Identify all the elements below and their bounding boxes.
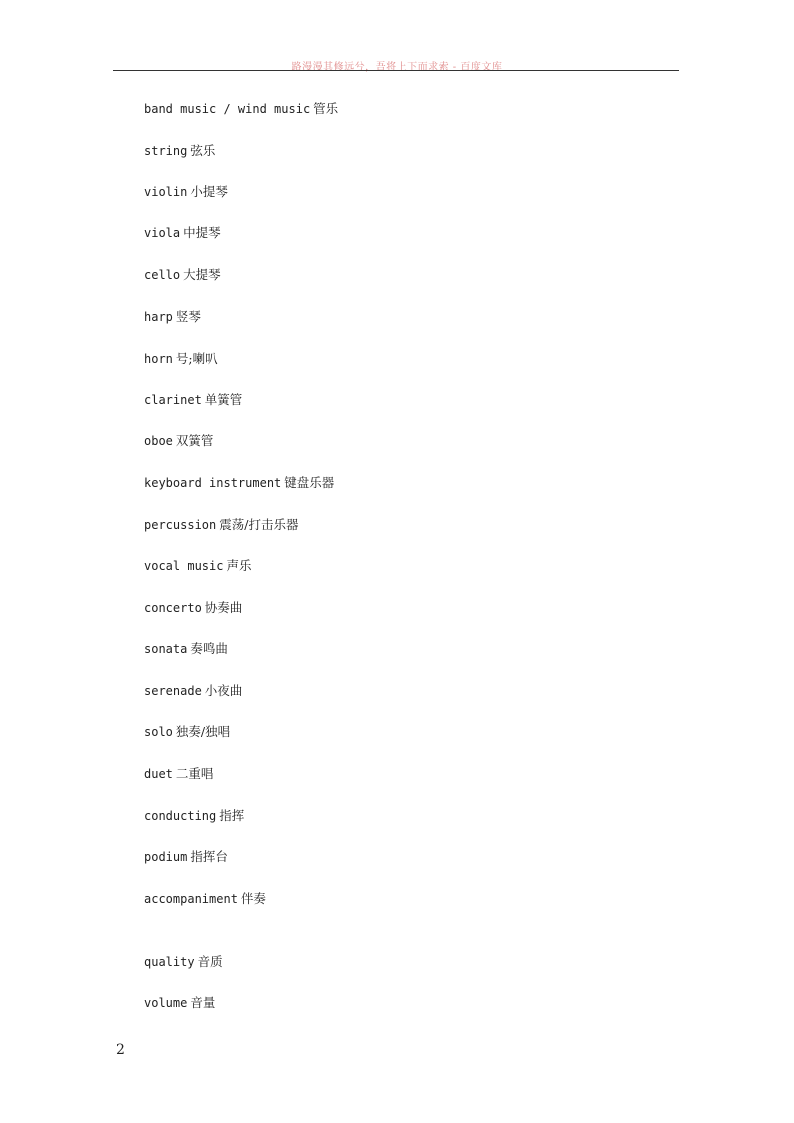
- page-number: 2: [116, 1042, 125, 1058]
- chinese-term: 竖琴: [175, 309, 201, 324]
- vocabulary-entry: [144, 556, 252, 574]
- vocabulary-entry: [144, 889, 266, 907]
- english-term: cello: [144, 268, 181, 282]
- chinese-term: 音量: [190, 995, 216, 1010]
- english-term: violin: [144, 185, 188, 199]
- english-term: string: [144, 144, 188, 158]
- vocabulary-entry: [144, 598, 242, 616]
- chinese-term: 弦乐: [190, 143, 216, 158]
- chinese-term: 小提琴: [190, 184, 228, 199]
- english-term: volume: [144, 996, 188, 1010]
- chinese-term: 中提琴: [183, 225, 221, 240]
- english-term: harp: [144, 310, 173, 324]
- english-term: serenade: [144, 684, 202, 698]
- chinese-term: 指挥: [219, 808, 245, 823]
- vocabulary-entry: [144, 223, 221, 241]
- vocabulary-entry: [144, 764, 213, 782]
- english-term: duet: [144, 767, 173, 781]
- english-term: sonata: [144, 642, 188, 656]
- chinese-term: 独奏/独唱: [175, 724, 231, 739]
- vocabulary-entry: [144, 993, 215, 1011]
- chinese-term: 音质: [197, 954, 223, 969]
- vocabulary-entry: [144, 473, 334, 491]
- english-term: viola: [144, 226, 181, 240]
- chinese-term: 小夜曲: [204, 683, 243, 698]
- page-header: 路漫漫其修远兮，吾将上下而求索 - 百度文库: [291, 62, 503, 73]
- vocabulary-entry: [144, 722, 230, 740]
- vocabulary-entry: [144, 639, 228, 657]
- vocabulary-entry: [144, 307, 201, 325]
- english-term: solo: [144, 725, 173, 739]
- chinese-term: 键盘乐器: [284, 475, 335, 490]
- chinese-term: 指挥台: [190, 849, 228, 864]
- english-term: quality: [144, 955, 195, 969]
- vocabulary-entry: [144, 265, 221, 283]
- chinese-term: 声乐: [226, 558, 252, 573]
- chinese-term: 震荡/打击乐器: [219, 517, 299, 532]
- english-term: vocal music: [144, 559, 224, 573]
- vocabulary-entry: [144, 390, 242, 408]
- vocabulary-entry: [144, 431, 213, 449]
- vocabulary-entry: [144, 952, 223, 970]
- english-term: oboe: [144, 434, 173, 448]
- chinese-term: 号;喇叭: [175, 351, 218, 366]
- header-divider: [113, 70, 679, 71]
- chinese-term: 大提琴: [183, 267, 221, 282]
- english-term: accompaniment: [144, 892, 238, 906]
- vocabulary-entry: [144, 681, 242, 699]
- english-term: band music / wind music: [144, 102, 311, 116]
- english-term: clarinet: [144, 393, 202, 407]
- vocabulary-entry: [144, 182, 228, 200]
- chinese-term: 协奏曲: [204, 600, 243, 615]
- english-term: horn: [144, 352, 173, 366]
- vocabulary-entry: [144, 515, 298, 533]
- chinese-term: 二重唱: [175, 766, 214, 781]
- english-term: conducting: [144, 809, 217, 823]
- english-term: podium: [144, 850, 188, 864]
- english-term: percussion: [144, 518, 217, 532]
- vocabulary-entry: [144, 99, 338, 117]
- chinese-term: 伴奏: [240, 891, 266, 906]
- vocabulary-entry: [144, 806, 244, 824]
- english-term: keyboard instrument: [144, 476, 282, 490]
- chinese-term: 奏鸣曲: [190, 641, 228, 656]
- vocabulary-entry: [144, 847, 228, 865]
- chinese-term: 单簧管: [204, 392, 243, 407]
- vocabulary-entry: [144, 349, 218, 367]
- english-term: concerto: [144, 601, 202, 615]
- vocabulary-entry: [144, 141, 215, 159]
- chinese-term: 双簧管: [175, 433, 214, 448]
- chinese-term: 管乐: [313, 101, 339, 116]
